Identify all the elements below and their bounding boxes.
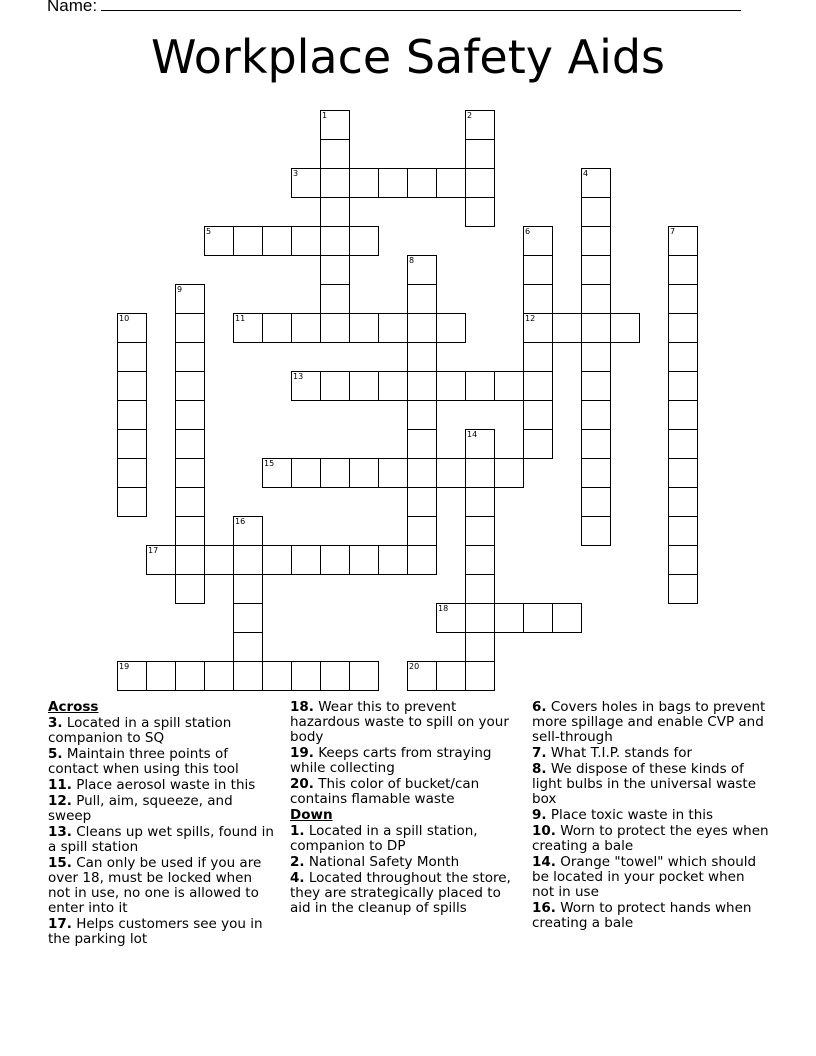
clue-text: Wear this to prevent hazardous waste to spill on your body [290, 699, 509, 745]
grid-cell[interactable] [581, 226, 611, 256]
clue-text: Maintain three points of contact when using this tool [48, 746, 239, 777]
clue-text: Worn to protect the eyes when creating a bale [532, 823, 769, 854]
across-clue [290, 777, 522, 807]
across-clue [48, 856, 276, 916]
clue-number-label: 8. [532, 761, 547, 777]
grid-cell[interactable] [378, 458, 408, 488]
grid-cell[interactable] [233, 545, 263, 575]
grid-cell[interactable] [407, 545, 437, 575]
grid-cell[interactable] [581, 371, 611, 401]
grid-cell[interactable] [378, 371, 408, 401]
grid-cell[interactable] [523, 400, 553, 430]
grid-cell[interactable] [204, 661, 234, 691]
grid-cell[interactable] [523, 429, 553, 459]
down-clue [532, 824, 770, 854]
clue-text: We dispose of these kinds of light bulbs in the universal waste box [532, 761, 757, 807]
grid-cell[interactable] [378, 313, 408, 343]
clue-text: Keeps carts from straying while collecting [290, 745, 492, 776]
clue-number-label: 11. [48, 777, 72, 793]
grid-cell[interactable] [117, 429, 147, 459]
grid-cell[interactable] [320, 110, 350, 140]
grid-cell[interactable] [436, 371, 466, 401]
grid-cell[interactable] [320, 545, 350, 575]
grid-cell[interactable] [523, 284, 553, 314]
grid-cell[interactable] [581, 197, 611, 227]
clue-number: 7 [670, 227, 676, 236]
grid-cell[interactable] [291, 661, 321, 691]
grid-cell[interactable] [233, 603, 263, 633]
grid-cell[interactable] [262, 661, 292, 691]
grid-cell[interactable] [465, 110, 495, 140]
grid-cell[interactable] [552, 603, 582, 633]
grid-cell[interactable] [291, 168, 321, 198]
down-clue [532, 746, 770, 761]
grid-cell[interactable] [320, 226, 350, 256]
down-clue [290, 824, 522, 854]
grid-cell[interactable] [320, 284, 350, 314]
grid-cell[interactable] [465, 574, 495, 604]
grid-cell[interactable] [494, 458, 524, 488]
clues-column-2 [290, 700, 522, 917]
grid-cell[interactable] [668, 313, 698, 343]
grid-cell[interactable] [581, 255, 611, 285]
name-underline[interactable] [101, 0, 741, 11]
clue-number-label: 6. [532, 699, 547, 715]
grid-cell[interactable] [668, 284, 698, 314]
grid-cell[interactable] [668, 574, 698, 604]
grid-cell[interactable] [233, 226, 263, 256]
across-clue [48, 825, 276, 855]
grid-cell[interactable] [117, 342, 147, 372]
clue-text: Can only be used if you are over 18, must be locked when not in use, no one is allowed to enter into it [48, 855, 262, 916]
clue-number-label: 19. [290, 745, 314, 761]
grid-cell[interactable] [349, 226, 379, 256]
across-list-a [48, 716, 276, 947]
clue-number-label: 4. [290, 870, 305, 886]
grid-cell[interactable] [523, 226, 553, 256]
grid-cell[interactable] [668, 429, 698, 459]
grid-cell[interactable] [523, 255, 553, 285]
clue-text: Orange "towel" which should be located in your pocket when not in use [532, 854, 757, 900]
grid-cell[interactable] [668, 400, 698, 430]
clue-text: Located in a spill station, companion to DP [290, 823, 478, 854]
across-clue [48, 794, 276, 824]
grid-cell[interactable] [349, 168, 379, 198]
down-list-b [532, 700, 770, 931]
clue-text: Located throughout the store, they are strategically placed to aid in the cleanup of spills [290, 870, 511, 916]
grid-cell[interactable] [581, 487, 611, 517]
grid-cell[interactable] [668, 516, 698, 546]
page-title: Workplace Safety Aids [150, 30, 666, 84]
grid-cell[interactable] [465, 516, 495, 546]
across-clue [48, 917, 276, 947]
clue-number: 10 [119, 314, 130, 323]
grid-cell[interactable] [175, 661, 205, 691]
grid-cell[interactable] [407, 255, 437, 285]
down-clue [532, 855, 770, 900]
grid-cell[interactable] [407, 429, 437, 459]
clue-number: 12 [525, 314, 536, 323]
clues-column-1 [48, 700, 276, 948]
clue-number: 15 [264, 459, 275, 468]
grid-cell[interactable] [523, 342, 553, 372]
grid-cell[interactable] [349, 661, 379, 691]
grid-cell[interactable] [552, 313, 582, 343]
grid-cell[interactable] [262, 226, 292, 256]
grid-cell[interactable] [610, 313, 640, 343]
clue-text: Worn to protect hands when creating a bale [532, 900, 752, 931]
clue-number: 9 [177, 285, 183, 294]
grid-cell[interactable] [320, 139, 350, 169]
clue-number: 17 [148, 546, 159, 555]
clue-text: Covers holes in bags to prevent more spillage and enable CVP and sell-through [532, 699, 766, 745]
grid-cell[interactable] [407, 516, 437, 546]
clue-number-label: 13. [48, 824, 72, 840]
clue-number: 1 [322, 111, 328, 120]
grid-cell[interactable] [407, 313, 437, 343]
grid-cell[interactable] [436, 168, 466, 198]
grid-cell[interactable] [581, 400, 611, 430]
grid-cell[interactable] [523, 371, 553, 401]
clue-number: 18 [438, 604, 449, 613]
grid-cell[interactable] [175, 371, 205, 401]
grid-cell[interactable] [407, 371, 437, 401]
across-clue [48, 747, 276, 777]
grid-cell[interactable] [146, 545, 176, 575]
grid-cell[interactable] [465, 661, 495, 691]
grid-cell[interactable] [668, 342, 698, 372]
grid-cell[interactable] [175, 342, 205, 372]
grid-cell[interactable] [175, 313, 205, 343]
down-clue [532, 808, 770, 823]
grid-cell[interactable] [175, 487, 205, 517]
clue-text: National Safety Month [304, 854, 460, 870]
down-clue [290, 855, 522, 870]
grid-cell[interactable] [291, 226, 321, 256]
grid-cell[interactable] [581, 458, 611, 488]
grid-cell[interactable] [465, 603, 495, 633]
grid-cell[interactable] [465, 371, 495, 401]
clue-number: 13 [293, 372, 304, 381]
grid-cell[interactable] [291, 371, 321, 401]
clue-number-label: 7. [532, 745, 547, 761]
grid-cell[interactable] [175, 400, 205, 430]
grid-cell[interactable] [378, 168, 408, 198]
clue-number-label: 18. [290, 699, 314, 715]
grid-cell[interactable] [262, 313, 292, 343]
grid-cell[interactable] [494, 603, 524, 633]
grid-cell[interactable] [523, 313, 553, 343]
clue-number: 4 [583, 169, 589, 178]
grid-cell[interactable] [668, 255, 698, 285]
grid-cell[interactable] [668, 545, 698, 575]
clue-number-label: 3. [48, 715, 63, 731]
clue-text: Located in a spill station companion to SQ [48, 715, 232, 746]
grid-cell[interactable] [291, 458, 321, 488]
grid-cell[interactable] [349, 545, 379, 575]
grid-cell[interactable] [233, 313, 263, 343]
grid-cell[interactable] [465, 545, 495, 575]
grid-cell[interactable] [581, 313, 611, 343]
down-clue [532, 762, 770, 807]
grid-cell[interactable] [465, 139, 495, 169]
name-field[interactable] [47, 0, 741, 16]
clue-number-label: 14. [532, 854, 556, 870]
clue-number-label: 20. [290, 776, 314, 792]
grid-cell[interactable] [349, 371, 379, 401]
grid-cell[interactable] [465, 458, 495, 488]
clue-number-label: 5. [48, 746, 63, 762]
clue-text: This color of bucket/can contains flamable waste [290, 776, 480, 807]
clue-number-label: 10. [532, 823, 556, 839]
grid-cell[interactable] [465, 168, 495, 198]
clue-text: Pull, aim, squeeze, and sweep [48, 793, 233, 824]
grid-cell[interactable] [581, 516, 611, 546]
across-clue [48, 716, 276, 746]
clue-number: 6 [525, 227, 531, 236]
grid-cell[interactable] [233, 632, 263, 662]
grid-cell[interactable] [117, 400, 147, 430]
name-label: Name: [47, 0, 98, 15]
clue-text: Helps customers see you in the parking lot [48, 916, 263, 947]
grid-cell[interactable] [262, 458, 292, 488]
grid-cell[interactable] [262, 545, 292, 575]
grid-cell[interactable] [349, 458, 379, 488]
grid-cell[interactable] [581, 284, 611, 314]
grid-cell[interactable] [175, 284, 205, 314]
clue-text: Place aerosol waste in this [71, 777, 256, 793]
grid-cell[interactable] [117, 487, 147, 517]
clue-number-label: 2. [290, 854, 305, 870]
grid-cell[interactable] [436, 313, 466, 343]
clues-column-3 [532, 700, 770, 932]
clue-text: Cleans up wet spills, found in a spill station [48, 824, 274, 855]
grid-cell[interactable] [407, 400, 437, 430]
across-clue [290, 700, 522, 745]
grid-cell[interactable] [233, 516, 263, 546]
grid-cell[interactable] [349, 313, 379, 343]
grid-cell[interactable] [175, 429, 205, 459]
clue-number: 5 [206, 227, 212, 236]
grid-cell[interactable] [320, 255, 350, 285]
grid-cell[interactable] [668, 458, 698, 488]
grid-cell[interactable] [117, 661, 147, 691]
clue-number-label: 1. [290, 823, 305, 839]
down-clue [532, 700, 770, 745]
grid-cell[interactable] [175, 458, 205, 488]
clue-number: 19 [119, 662, 130, 671]
clue-number: 8 [409, 256, 415, 265]
grid-cell[interactable] [436, 603, 466, 633]
clue-text: Place toxic waste in this [546, 807, 714, 823]
across-clue [290, 746, 522, 776]
down-clue [532, 901, 770, 931]
clue-number: 14 [467, 430, 478, 439]
grid-cell[interactable] [581, 429, 611, 459]
grid-cell[interactable] [117, 458, 147, 488]
grid-cell[interactable] [436, 661, 466, 691]
grid-cell[interactable] [117, 371, 147, 401]
grid-cell[interactable] [204, 545, 234, 575]
clue-number: 2 [467, 111, 473, 120]
grid-cell[interactable] [204, 226, 234, 256]
grid-cell[interactable] [465, 197, 495, 227]
grid-cell[interactable] [407, 342, 437, 372]
grid-cell[interactable] [581, 342, 611, 372]
grid-cell[interactable] [668, 371, 698, 401]
grid-cell[interactable] [581, 168, 611, 198]
grid-cell[interactable] [146, 661, 176, 691]
grid-cell[interactable] [320, 313, 350, 343]
grid-cell[interactable] [436, 458, 466, 488]
grid-cell[interactable] [465, 429, 495, 459]
grid-cell[interactable] [407, 487, 437, 517]
grid-cell[interactable] [407, 168, 437, 198]
clue-number: 11 [235, 314, 246, 323]
clue-number: 16 [235, 517, 246, 526]
grid-cell[interactable] [320, 371, 350, 401]
grid-cell[interactable] [233, 574, 263, 604]
clue-number: 3 [293, 169, 299, 178]
down-heading: Down [290, 807, 333, 823]
grid-cell[interactable] [523, 603, 553, 633]
clue-number: 20 [409, 662, 420, 671]
grid-cell[interactable] [175, 516, 205, 546]
across-list-b [290, 700, 522, 807]
grid-cell[interactable] [320, 168, 350, 198]
grid-cell[interactable] [291, 545, 321, 575]
grid-cell[interactable] [668, 487, 698, 517]
grid-cell[interactable] [117, 313, 147, 343]
across-clue [48, 778, 276, 793]
grid-cell[interactable] [378, 545, 408, 575]
down-list-a [290, 824, 522, 916]
clue-text: What T.I.P. stands for [546, 745, 693, 761]
grid-cell[interactable] [320, 458, 350, 488]
grid-cell[interactable] [320, 661, 350, 691]
clue-number-label: 12. [48, 793, 72, 809]
clue-number-label: 16. [532, 900, 556, 916]
grid-cell[interactable] [175, 545, 205, 575]
across-heading: Across [48, 699, 99, 715]
grid-cell[interactable] [465, 487, 495, 517]
clue-number-label: 17. [48, 916, 72, 932]
grid-cell[interactable] [668, 226, 698, 256]
grid-cell[interactable] [494, 371, 524, 401]
grid-cell[interactable] [407, 661, 437, 691]
grid-cell[interactable] [407, 284, 437, 314]
down-clue [290, 871, 522, 916]
grid-cell[interactable] [320, 197, 350, 227]
grid-cell[interactable] [291, 313, 321, 343]
grid-cell[interactable] [407, 458, 437, 488]
grid-cell[interactable] [175, 574, 205, 604]
grid-cell[interactable] [465, 632, 495, 662]
clue-number-label: 15. [48, 855, 72, 871]
clue-number-label: 9. [532, 807, 547, 823]
grid-cell[interactable] [233, 661, 263, 691]
